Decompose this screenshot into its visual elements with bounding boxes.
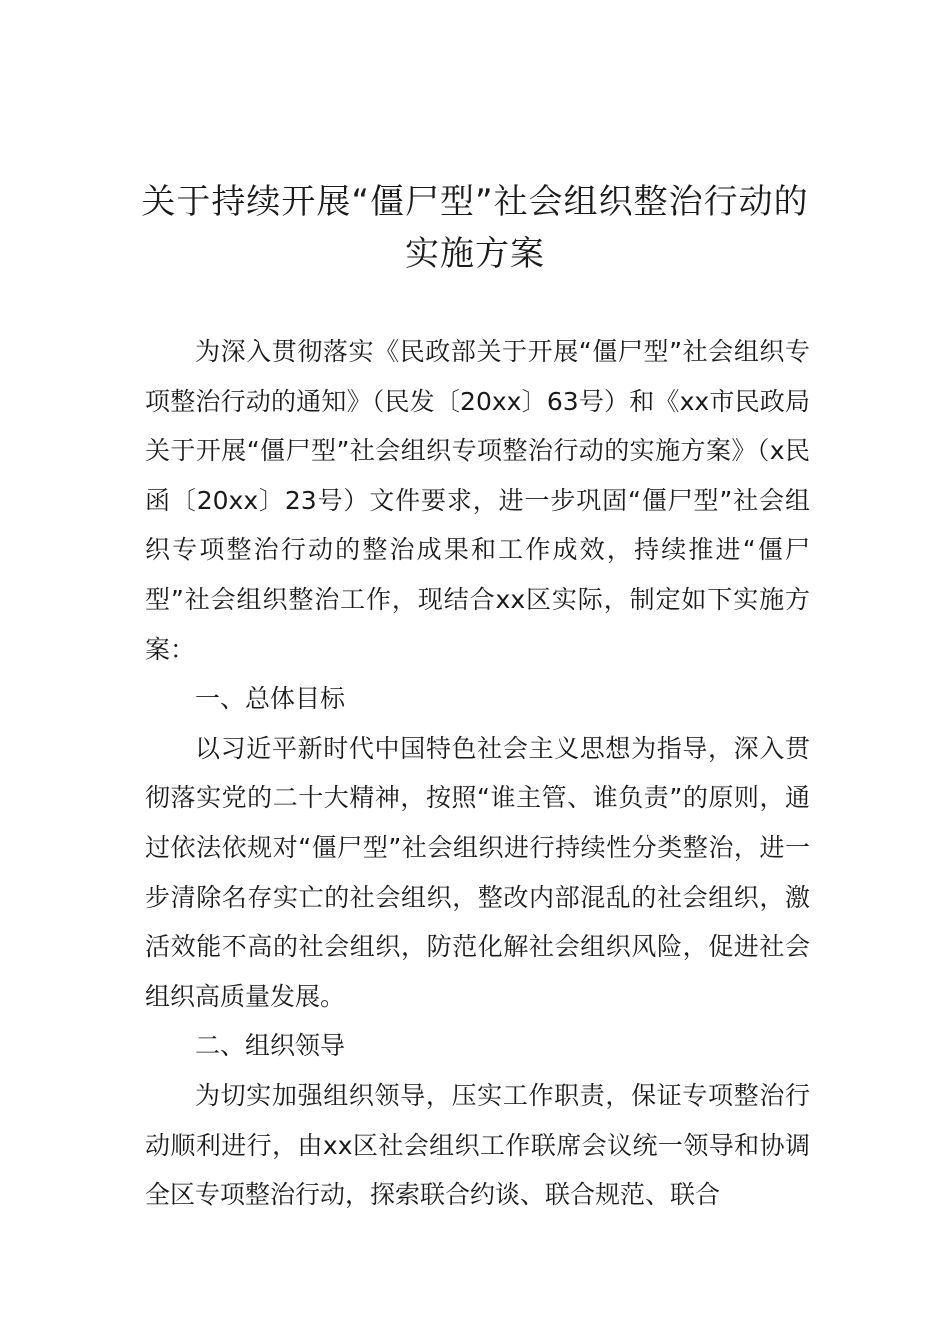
overall-goal-paragraph: 以习近平新时代中国特色社会主义思想为指导，深入贯彻落实党的二十大精神，按照“谁主管、谁负责”的原则，通过依法依规对“僵尸型”社会组织进行持续性分类整治，进一步清除名存实亡的社会组织，整改内部混乱的社会组织，激活效能不高的社会组织，防范化解社会组织风险，促进社会组织高质量发展。 [145,733,810,1011]
leadership-paragraph: 为切实加强组织领导，压实工作职责，保证专项整治行动顺利进行，由xx区社会组织工作联席会议统一领导和协调全区专项整治行动，探索联合约谈、联合规范、联合 [145,1080,810,1210]
section-heading-overall-goal: 一、总体目标 [195,684,346,714]
section-heading-leadership: 二、组织领导 [195,1031,346,1061]
document-body [145,327,810,1220]
document-title: 关于持续开展“僵尸型”社会组织整治行动的实施方案 [141,182,809,274]
intro-paragraph: 为深入贯彻落实《民政部关于开展“僵尸型”社会组织专项整治行动的通知》（民发〔20xx〕63号）和《xx市民政局关于开展“僵尸型”社会组织专项整治行动的实施方案》（x民函〔20xx〕23号）文件要求，进一步巩固“僵尸型”社会组织专项整治行动的整治成果和工作成效，持续推进“僵尸型”社会组织整治工作，现结合xx区实际，制定如下实施方案： [145,337,810,664]
